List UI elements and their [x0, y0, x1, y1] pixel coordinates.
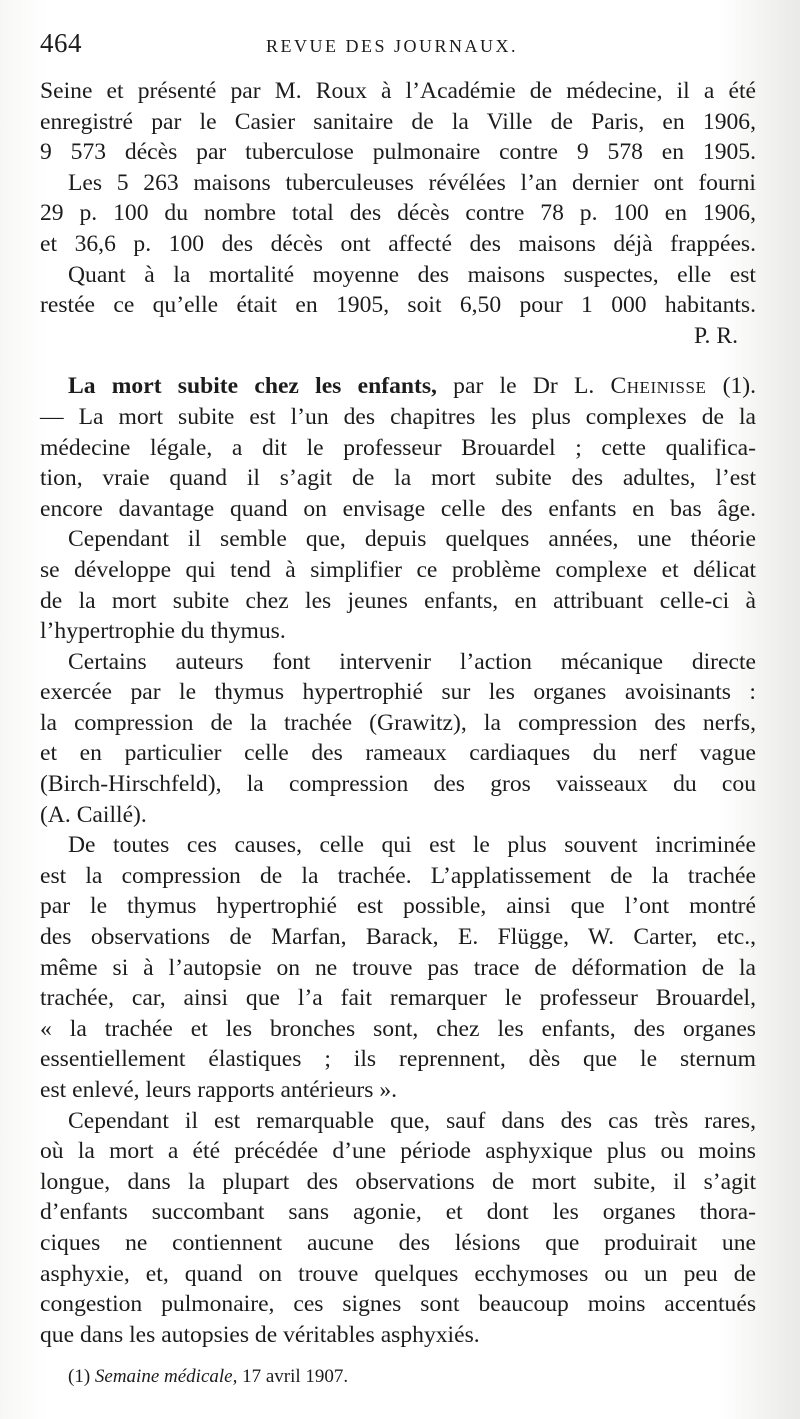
signature: P. R. [694, 322, 738, 349]
text-line: que dans les autopsies de véritables asphyxiés. [40, 1321, 480, 1348]
article-heading [40, 371, 756, 402]
page-header [40, 28, 740, 68]
text-line: des observations de Marfan, Barack, E. Flügge, W. Carter, etc., [40, 924, 756, 951]
article-author-note: (1). [706, 373, 757, 400]
text-line: et 36,6 p. 100 des décès ont affecté des maisons déjà frappées. [40, 230, 756, 257]
text-line: Seine et présenté par M. Roux à l’Académie de médecine, il a été [40, 78, 756, 104]
text-line: 29 p. 100 du nombre total des décès contre 78 p. 100 en 1906, [40, 200, 756, 227]
text-line: exercée par le thymus hypertrophié sur les organes avoisinants : [40, 679, 756, 706]
text-line: encore davantage quand on envisage celle des enfants en bas âge. [40, 495, 756, 522]
text-line: congestion pulmonaire, ces signes sont beaucoup moins accentués [40, 1291, 756, 1318]
text-line: la compression de la trachée (Grawitz), la compression des nerfs, [40, 709, 756, 736]
section-gap [40, 351, 756, 371]
text-line: et en particulier celle des rameaux cardiaques du nerf vague [40, 740, 756, 767]
text-line: d’enfants succombant sans agonie, et dont les organes thora- [40, 1199, 756, 1226]
text-line: De toutes ces causes, celle qui est le plus souvent incriminée [68, 832, 756, 859]
text-line: tion, vraie quand il s’agit de la mort subite des adultes, l’est [40, 465, 756, 492]
text-line: Les 5 263 maisons tuberculeuses révélées l’an dernier ont fourni [68, 169, 756, 196]
footnote-date: 17 avril 1907. [237, 1366, 349, 1388]
text-line: même si à l’autopsie on ne trouve pas trace de déformation de la [40, 954, 756, 981]
article-author-name: Cheinisse [610, 373, 707, 400]
text-line: par le thymus hypertrophié est possible, ainsi que l’ont montré [40, 893, 756, 920]
text-line: asphyxie, et, quand on trouve quelques ecchymoses ou un peu de [40, 1260, 756, 1287]
text-line: de la mort subite chez les jeunes enfants, en attribuant celle-ci à [40, 587, 756, 614]
text-line: ciques ne contiennent aucune des lésions que produirait une [40, 1229, 756, 1256]
running-head: REVUE DES JOURNAUX. [266, 36, 519, 56]
text-line: restée ce qu’elle était en 1905, soit 6,50 pour 1 000 habitants. [40, 292, 756, 319]
text-line: est la compression de la trachée. L’applatissement de la trachée [40, 862, 756, 889]
article-title: La mort subite chez les enfants, [68, 373, 437, 400]
text-line: médecine légale, a dit le professeur Brouardel ; cette qualifica- [40, 434, 756, 461]
text-line: « la trachée et les bronches sont, chez les enfants, des organes [40, 1015, 756, 1042]
text-line: essentiellement élastiques ; ils reprennent, dès que le sternum [40, 1046, 756, 1073]
text-line: Cependant il est remarquable que, sauf dans des cas très rares, [68, 1107, 756, 1134]
text-line: 9 573 décès par tuberculose pulmonaire contre 9 578 en 1905. [40, 139, 756, 166]
body-text [40, 76, 756, 1390]
text-line: longue, dans la plupart des observations de mort subite, il s’agit [40, 1168, 756, 1195]
article-author-prefix: par le Dr L. [436, 373, 611, 400]
text-line: Quant à la mortalité moyenne des maisons suspectes, elle est [68, 261, 756, 288]
text-line: enregistré par le Casier sanitaire de la Ville de Paris, en 1906, [40, 108, 756, 135]
footnote-source: Semaine médicale, [94, 1366, 238, 1388]
footnote-marker: (1) [68, 1366, 95, 1388]
text-line: (Birch-Hirschfeld), la compression des gros vaisseaux du cou [40, 771, 756, 798]
text-line: Cependant il semble que, depuis quelques années, une théorie [68, 526, 756, 553]
text-line: trachée, car, ainsi que l’a fait remarquer le professeur Brouardel, [40, 985, 756, 1012]
footnote [40, 1364, 756, 1390]
text-line: est enlevé, leurs rapports antérieurs ». [40, 1077, 398, 1103]
text-line: (A. Caillé). [40, 801, 147, 828]
text-line: — La mort subite est l’un des chapitres les plus complexes de la [40, 403, 756, 430]
footnote-separator [40, 1350, 756, 1364]
text-line: se développe qui tend à simplifier ce problème complexe et délicat [40, 556, 756, 583]
text-line: Certains auteurs font intervenir l’action mécanique directe [68, 648, 756, 675]
text-line: l’hypertrophie du thymus. [40, 618, 286, 645]
text-line: où la mort a été précédée d’une période asphyxique plus ou moins [40, 1138, 756, 1165]
page-number: 464 [40, 28, 82, 58]
